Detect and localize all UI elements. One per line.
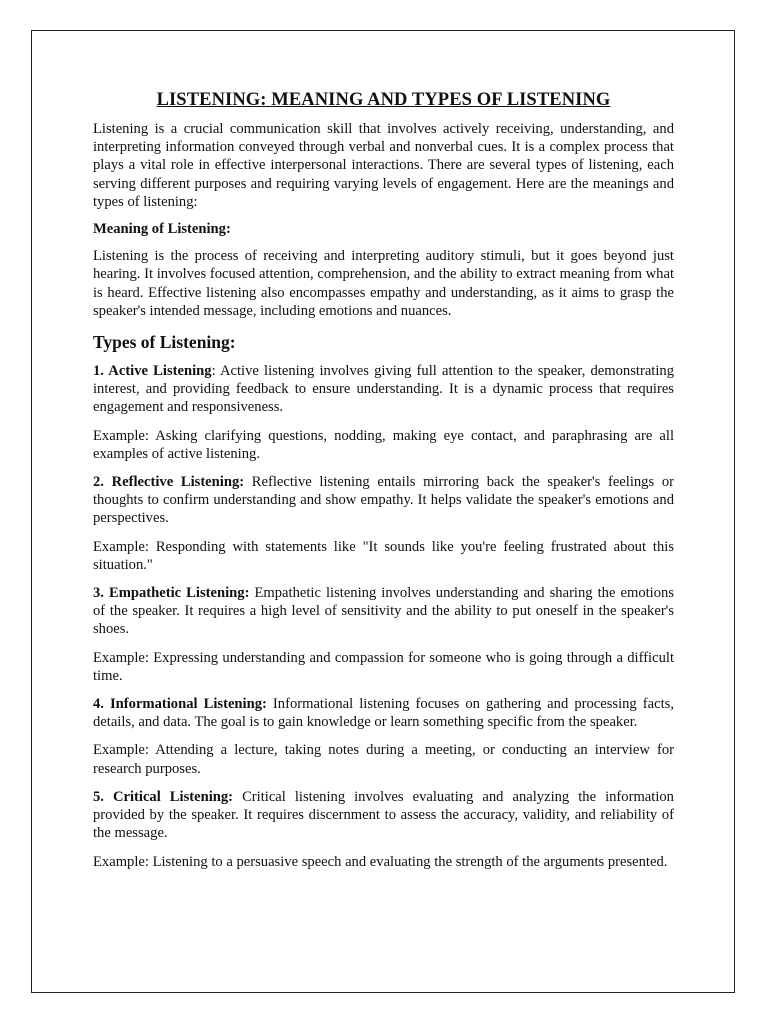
type-2-paragraph [93, 473, 674, 528]
type-1-separator: : [211, 363, 216, 380]
type-1-label: 1. Active Listening [93, 363, 212, 380]
type-3-description: Empathetic listening involves understanding and sharing the emotions of the speaker. It requires a high level of sensitivity and the ability to put oneself in the speaker's shoes. [93, 585, 675, 638]
type-5-description: Critical listening involves evaluating and analyzing the information provided by the speaker. It requires discernment to assess the accuracy, validity, and reliability of the message. [93, 788, 674, 842]
document-body [93, 88, 674, 871]
type-3-example: Example: Expressing understanding and compassion for someone who is going through a difficult time. [93, 649, 674, 684]
intro-paragraph: Listening is a crucial communication skill that involves actively receiving, understanding, and interpreting information conveyed through verbal and nonverbal cues. It is a complex process that plays a vital role in effective interpersonal interactions. There are several types of listening, each serving different purposes and requiring varying levels of engagement. Here are the meanings and types of listening: [93, 121, 674, 210]
type-1-example: Example: Asking clarifying questions, nodding, making eye contact, and paraphrasing are all examples of active listening. [93, 427, 674, 462]
type-2-label: 2. Reflective Listening: [93, 474, 245, 491]
type-1-description: Active listening involves giving full attention to the speaker, demonstrating interest, and providing feedback to ensure understanding. It is a dynamic process that requires engagement and responsiveness. [93, 363, 674, 416]
meaning-heading: Meaning of Listening: [93, 221, 231, 238]
type-4-paragraph [93, 695, 674, 731]
type-3-label: 3. Empathetic Listening: [93, 585, 250, 602]
type-1-paragraph [93, 362, 674, 417]
meaning-paragraph: Listening is the process of receiving and interpreting auditory stimuli, but it goes beyond just hearing. It involves focused attention, comprehension, and the ability to extract meaning from what is heard. Effective listening also encompasses empathy and understanding, as it aims to grasp the speaker's intended message, including emotions and nuances. [93, 248, 674, 319]
document-title: LISTENING: MEANING AND TYPES OF LISTENING [156, 90, 611, 110]
type-4-example: Example: Attending a lecture, taking notes during a meeting, or conducting an interview for research purposes. [93, 742, 674, 777]
type-5-paragraph [93, 788, 674, 843]
type-5-label: 5. Critical Listening: [93, 788, 234, 805]
types-heading: Types of Listening: [93, 332, 236, 353]
type-2-example: Example: Responding with statements like "It sounds like you're feeling frustrated about this situation." [93, 538, 674, 573]
type-2-description: Reflective listening entails mirroring back the speaker's feelings or thoughts to confirm understanding and show empathy. It helps validate the speaker's emotions and perspectives. [93, 474, 674, 527]
type-4-description: Informational listening focuses on gathering and processing facts, details, and data. The goal is to gain knowledge or learn something specific from the speaker. [93, 696, 674, 731]
type-3-paragraph [93, 584, 674, 639]
type-4-label: 4. Informational Listening: [93, 696, 267, 713]
type-5-example: Example: Listening to a persuasive speech and evaluating the strength of the arguments presented. [93, 853, 668, 870]
